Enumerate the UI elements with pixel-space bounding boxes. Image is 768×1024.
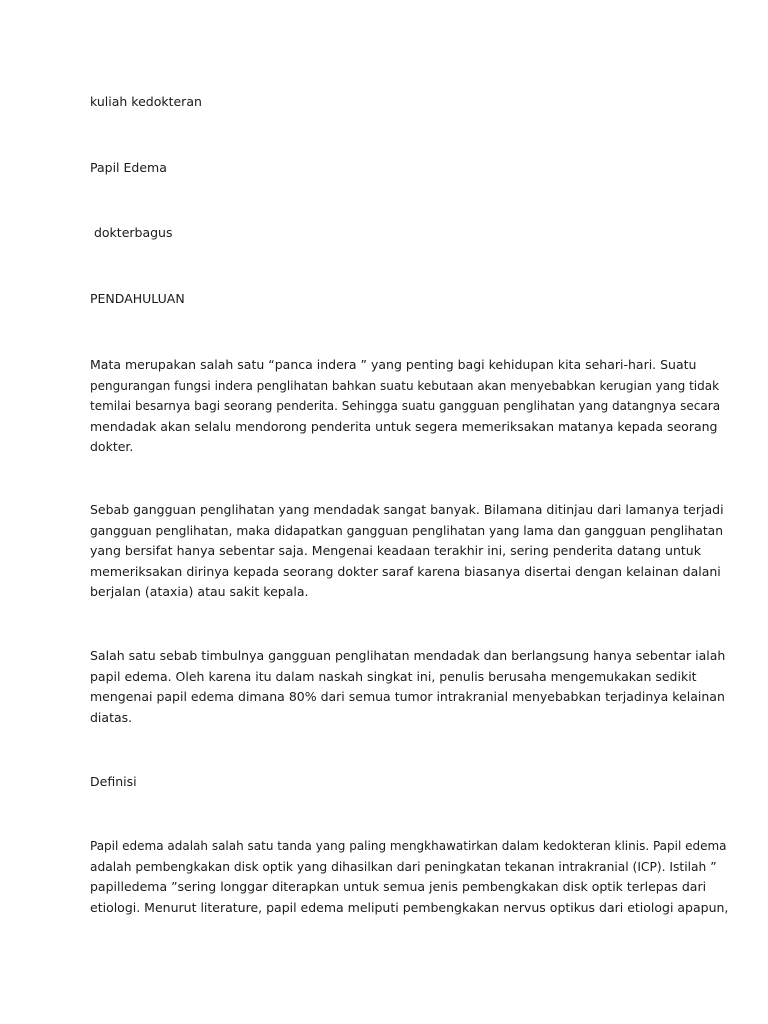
document-title: Papil Edema [90,160,167,175]
paragraph-line: memeriksakan dirinya kepada seorang dokter saraf karena biasanya disertai dengan kelainan dalani [90,563,721,579]
paragraph-3 [90,646,726,728]
paragraph-4 [90,836,729,918]
section-heading-definisi: Definisi [90,774,137,789]
paragraph-line: Mata merupakan salah satu “panca indera ” yang penting bagi kehidupan kita sehari-hari. Suatu [90,357,697,372]
paragraph-line: papil edema. Oleh karena itu dalam naskah singkat ini, penulis berusaha mengemukakan sedikit [90,668,697,684]
paragraph-line: temilai besarnya bagi seorang penderita. Sehingga suatu gangguan penglihatan yang datangnya secara [90,399,721,413]
paragraph-line: pengurangan fungsi indera penglihatan bahkan suatu kebutaan akan menyebabkan kerugian yang tidak [90,378,720,393]
author-name: dokterbagus [90,225,173,240]
paragraph-line: berjalan (ataxia) atau sakit kepala. [90,584,309,599]
paragraph-2 [90,500,724,603]
paragraph-1 [90,355,721,458]
paragraph-line: adalah pembengkakan disk optik yang dihasilkan dari peningkatan tekanan intrakranial (ICP). Istilah ” [90,859,717,874]
site-header: kuliah kedokteran [90,94,202,109]
paragraph-line: Papil edema adalah salah satu tanda yang paling mengkhawatirkan dalam kedokteran klinis. Papil edema [90,839,727,853]
paragraph-line: papilledema ”sering longgar diterapkan untuk semua jenis pembengkakan disk optik terlepas dari [90,879,707,894]
section-heading-pendahuluan: PENDAHULUAN [90,291,185,306]
paragraph-line: mengenai papil edema dimana 80% dari semua tumor intrakranial menyebabkan terjadinya kelainan [90,689,725,704]
paragraph-line: gangguan penglihatan, maka didapatkan gangguan penglihatan yang lama dan gangguan penglihatan [90,523,723,538]
paragraph-line: mendadak akan selalu mendorong penderita untuk segera memeriksakan matanya kepada seorang [90,418,718,434]
paragraph-line: etiologi. Menurut literature, papil edema meliputi pembengkakan nervus optikus dari etiologi apapun, [90,899,729,915]
paragraph-line: Salah satu sebab timbulnya gangguan penglihatan mendadak dan berlangsung hanya sebentar ialah [90,648,726,663]
paragraph-line: yang bersifat hanya sebentar saja. Mengenai keadaan terakhir ini, sering penderita datang untuk [90,543,701,558]
paragraph-line: diatas. [90,709,133,725]
paragraph-line: Sebab gangguan penglihatan yang mendadak sangat banyak. Bilamana ditinjau dari lamanya terjadi [90,502,724,517]
paragraph-line: dokter. [90,439,134,454]
